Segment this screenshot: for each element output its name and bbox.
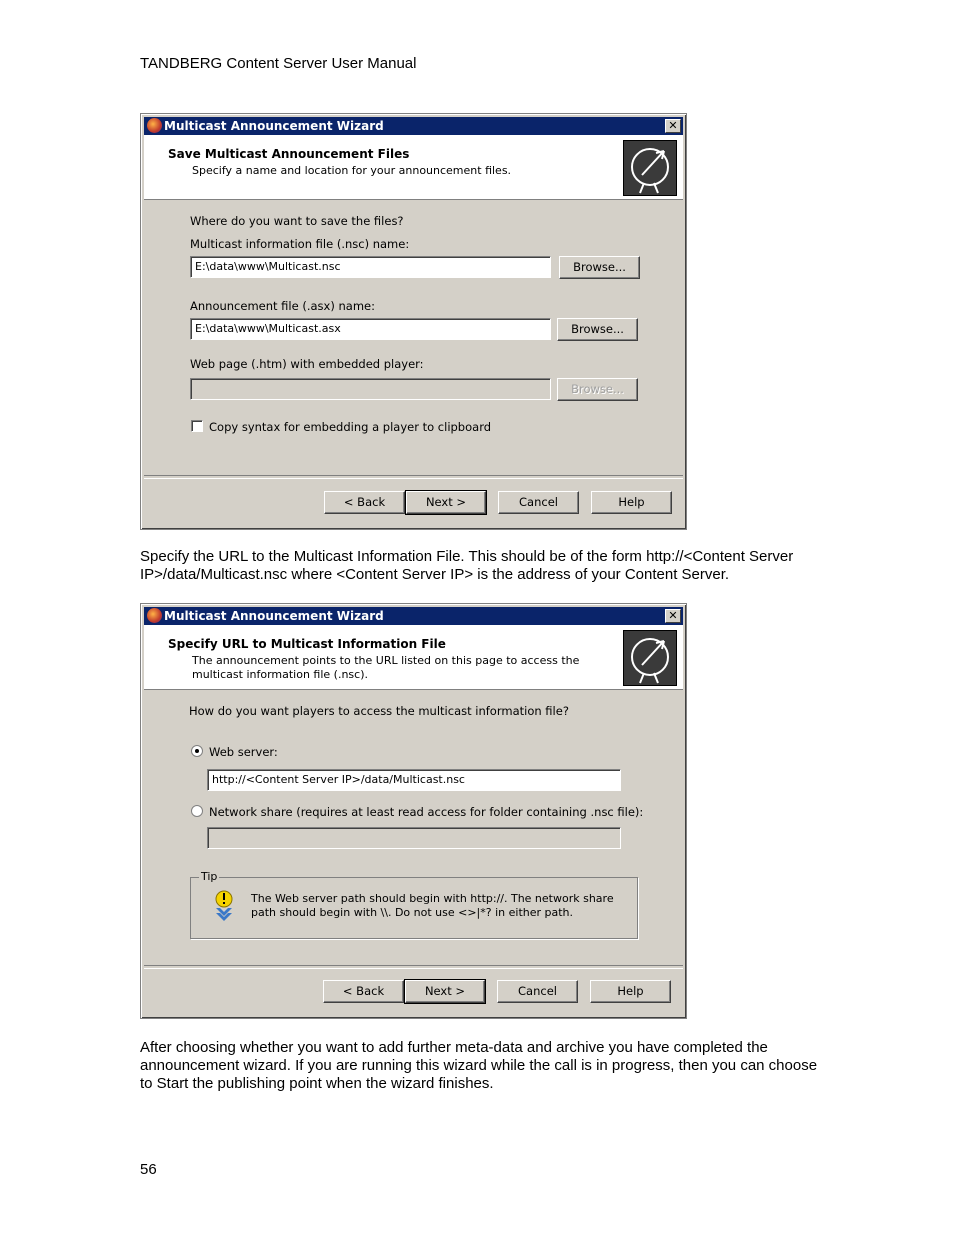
nsc-file-input[interactable]: E:\data\www\Multicast.nsc <box>190 256 551 278</box>
document-header: TANDBERG Content Server User Manual <box>140 55 417 72</box>
web-server-label: Web server: <box>209 745 278 759</box>
help-button[interactable]: Help <box>590 980 671 1003</box>
closing-paragraph: After choosing whether you want to add further meta-data and archive you have completed the announcement wizard. If you are running this wizard while the call is in progress, then you can choose to Start the publishing point when the wizard finishes. <box>140 1039 818 1092</box>
dialog-title: Multicast Announcement Wizard <box>164 609 384 623</box>
browse-nsc-button[interactable]: Browse... <box>559 256 640 279</box>
access-question: How do you want players to access the multicast information file? <box>189 704 569 718</box>
asx-file-input[interactable]: E:\data\www\Multicast.asx <box>190 318 551 340</box>
network-share-label: Network share (requires at least read access for folder containing .nsc file): <box>209 805 644 819</box>
copy-syntax-checkbox[interactable] <box>191 420 203 432</box>
help-button[interactable]: Help <box>591 491 672 514</box>
save-files-dialog <box>140 113 687 530</box>
title-bar <box>144 607 683 625</box>
web-server-url-input[interactable]: http://<Content Server IP>/data/Multicast.nsc <box>207 769 621 791</box>
close-icon[interactable]: ✕ <box>665 609 681 623</box>
web-server-radio[interactable] <box>191 745 203 757</box>
cancel-button[interactable]: Cancel <box>497 980 578 1003</box>
step-subtitle: The announcement points to the URL listed on this page to access the multicast information file (.nsc). <box>192 654 580 681</box>
page-number: 56 <box>140 1161 157 1178</box>
title-bar <box>144 117 683 135</box>
button-separator <box>144 475 683 479</box>
htm-file-input[interactable] <box>190 378 551 400</box>
tip-title: Tip <box>201 870 218 883</box>
back-button[interactable]: < Back <box>324 491 405 514</box>
browse-asx-button[interactable]: Browse... <box>557 318 638 341</box>
copy-syntax-label: Copy syntax for embedding a player to clipboard <box>209 420 492 434</box>
next-button[interactable]: Next > <box>406 491 486 514</box>
close-icon[interactable]: ✕ <box>665 119 681 133</box>
step-title: Specify URL to Multicast Information File <box>168 637 446 651</box>
specify-url-dialog <box>140 603 687 1019</box>
next-button[interactable]: Next > <box>405 980 485 1003</box>
browse-htm-button[interactable]: Browse... <box>557 378 638 401</box>
tip-text: The Web server path should begin with http://. The network share path should begin with \\. Do not use <>|*? in either path. <box>251 892 614 919</box>
header-panel <box>144 135 683 200</box>
button-separator <box>144 965 683 969</box>
asx-label: Announcement file (.asx) name: <box>190 299 375 313</box>
network-share-radio[interactable] <box>191 805 203 817</box>
tip-warning-icon <box>211 890 237 922</box>
instruction-paragraph: Specify the URL to the Multicast Information File. This should be of the form http://<Content Server IP>/data/Multicast.nsc where <Content Server IP> is the address of your Content Server. <box>140 548 794 583</box>
cancel-button[interactable]: Cancel <box>498 491 579 514</box>
back-button[interactable]: < Back <box>323 980 404 1003</box>
app-icon <box>147 608 162 623</box>
app-icon <box>147 118 162 133</box>
step-title: Save Multicast Announcement Files <box>168 147 410 161</box>
tip-groupbox <box>190 870 638 939</box>
step-subtitle: Specify a name and location for your announcement files. <box>192 164 512 177</box>
dialog-title: Multicast Announcement Wizard <box>164 119 384 133</box>
wizard-satellite-icon <box>623 630 677 686</box>
wizard-satellite-icon <box>623 140 677 196</box>
save-question: Where do you want to save the files? <box>190 214 404 228</box>
nsc-label: Multicast information file (.nsc) name: <box>190 237 410 251</box>
header-panel <box>144 625 683 690</box>
network-share-input[interactable] <box>207 827 621 849</box>
htm-label: Web page (.htm) with embedded player: <box>190 357 424 371</box>
